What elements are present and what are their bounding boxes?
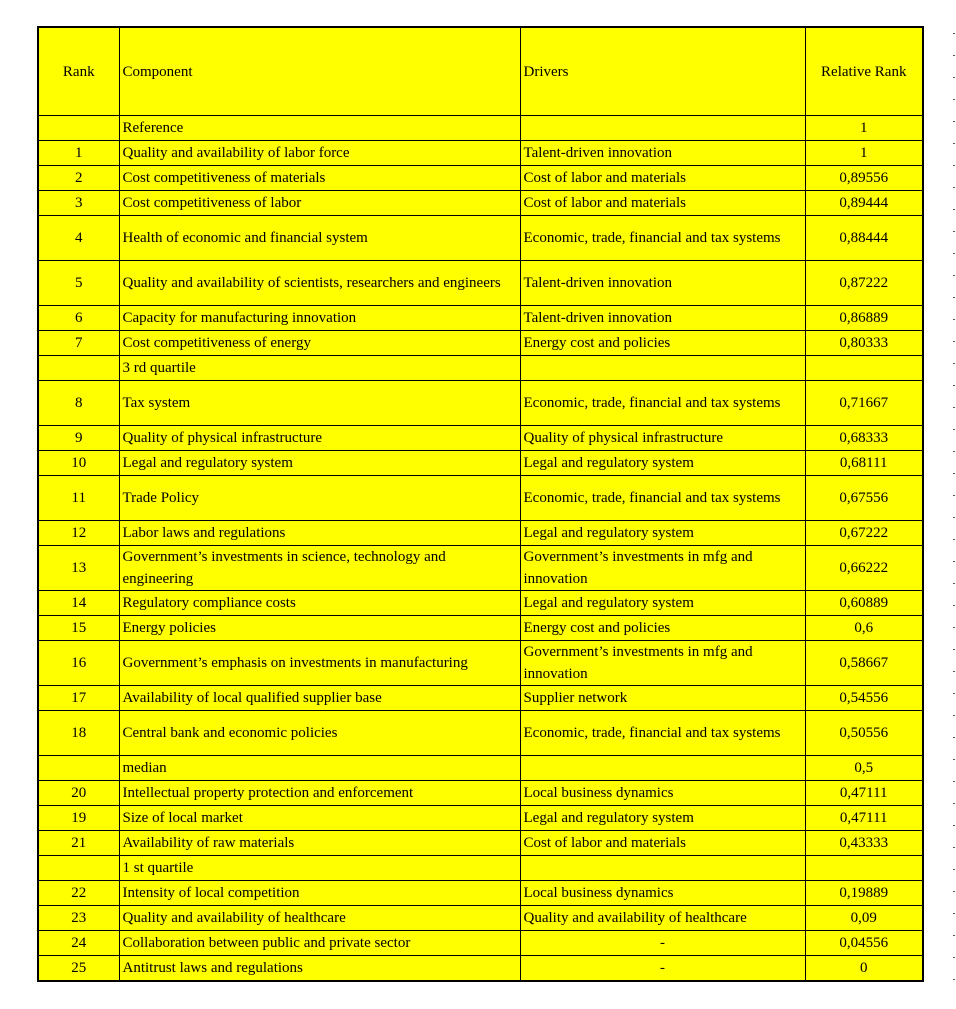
rank-cell: 10	[38, 451, 119, 476]
relative-rank-cell: 0,47111	[805, 806, 923, 831]
table-row	[38, 521, 923, 546]
edge-tick	[953, 231, 955, 232]
header-relative-rank: Relative Rank	[805, 27, 923, 116]
component-cell: Intensity of local competition	[119, 881, 520, 906]
component-cell: Availability of local qualified supplier base	[119, 686, 520, 711]
edge-tick	[953, 495, 955, 496]
table-row	[38, 806, 923, 831]
component-cell: Trade Policy	[119, 476, 520, 521]
rank-cell: 22	[38, 881, 119, 906]
relative-rank-cell: 0,68333	[805, 426, 923, 451]
drivers-cell: -	[520, 956, 805, 982]
edge-tick	[953, 429, 955, 430]
table-row	[38, 856, 923, 881]
table-row	[38, 591, 923, 616]
edge-tick	[953, 605, 955, 606]
table-row	[38, 451, 923, 476]
relative-rank-cell: 0,71667	[805, 381, 923, 426]
drivers-cell	[520, 356, 805, 381]
edge-tick	[953, 275, 955, 276]
edge-tick	[953, 33, 955, 34]
edge-tick	[953, 913, 955, 914]
rank-cell: 7	[38, 331, 119, 356]
rank-cell: 15	[38, 616, 119, 641]
component-cell: Collaboration between public and private sector	[119, 931, 520, 956]
edge-tick	[953, 561, 955, 562]
drivers-cell: Cost of labor and materials	[520, 831, 805, 856]
rank-cell: 20	[38, 781, 119, 806]
table-row	[38, 216, 923, 261]
drivers-cell	[520, 856, 805, 881]
drivers-cell: Legal and regulatory system	[520, 521, 805, 546]
relative-rank-cell	[805, 856, 923, 881]
rank-cell: 23	[38, 906, 119, 931]
rank-cell: 3	[38, 191, 119, 216]
component-cell: Legal and regulatory system	[119, 451, 520, 476]
table-row	[38, 831, 923, 856]
edge-tick	[953, 649, 955, 650]
drivers-cell: Quality and availability of healthcare	[520, 906, 805, 931]
rank-cell: 2	[38, 166, 119, 191]
relative-rank-cell: 0,68111	[805, 451, 923, 476]
drivers-cell: Economic, trade, financial and tax systems	[520, 381, 805, 426]
component-cell: Capacity for manufacturing innovation	[119, 306, 520, 331]
drivers-cell: Talent-driven innovation	[520, 261, 805, 306]
edge-tick	[953, 473, 955, 474]
header-component: Component	[119, 27, 520, 116]
rank-cell: 9	[38, 426, 119, 451]
table-row	[38, 906, 923, 931]
edge-tick	[953, 121, 955, 122]
component-cell: Central bank and economic policies	[119, 711, 520, 756]
component-cell: 1 st quartile	[119, 856, 520, 881]
component-cell: Government’s emphasis on investments in manufacturing	[119, 641, 520, 686]
rank-cell: 21	[38, 831, 119, 856]
edge-tick	[953, 99, 955, 100]
table-row	[38, 546, 923, 591]
relative-rank-cell: 0,19889	[805, 881, 923, 906]
drivers-cell	[520, 116, 805, 141]
table-row	[38, 331, 923, 356]
edge-tick	[953, 825, 955, 826]
rank-cell: 14	[38, 591, 119, 616]
drivers-cell: Energy cost and policies	[520, 616, 805, 641]
drivers-cell: Government’s investments in mfg and innovation	[520, 546, 805, 591]
relative-rank-cell: 0,67222	[805, 521, 923, 546]
table-row	[38, 426, 923, 451]
component-cell: Energy policies	[119, 616, 520, 641]
component-cell: Labor laws and regulations	[119, 521, 520, 546]
edge-tick	[953, 143, 955, 144]
rank-cell: 6	[38, 306, 119, 331]
edge-tick	[953, 187, 955, 188]
rank-cell	[38, 856, 119, 881]
edge-tick	[953, 77, 955, 78]
relative-rank-cell: 0,58667	[805, 641, 923, 686]
component-cell: 3 rd quartile	[119, 356, 520, 381]
edge-tick	[953, 517, 955, 518]
relative-rank-cell: 0,04556	[805, 931, 923, 956]
edge-tick	[953, 781, 955, 782]
edge-tick	[953, 451, 955, 452]
edge-tick	[953, 759, 955, 760]
edge-tick	[953, 209, 955, 210]
component-cell: Cost competitiveness of labor	[119, 191, 520, 216]
drivers-cell: Economic, trade, financial and tax systems	[520, 476, 805, 521]
table-row	[38, 881, 923, 906]
rank-cell: 24	[38, 931, 119, 956]
drivers-cell: Supplier network	[520, 686, 805, 711]
rank-cell	[38, 356, 119, 381]
rank-cell: 1	[38, 141, 119, 166]
edge-tick	[953, 737, 955, 738]
relative-rank-cell: 0,47111	[805, 781, 923, 806]
edge-tick	[953, 341, 955, 342]
table-row	[38, 116, 923, 141]
relative-rank-cell: 0,89444	[805, 191, 923, 216]
drivers-cell: Economic, trade, financial and tax systems	[520, 711, 805, 756]
component-cell: Quality and availability of labor force	[119, 141, 520, 166]
relative-rank-cell: 0,87222	[805, 261, 923, 306]
drivers-cell	[520, 756, 805, 781]
edge-tick	[953, 869, 955, 870]
table-row	[38, 166, 923, 191]
edge-tick	[953, 539, 955, 540]
relative-rank-cell: 0,80333	[805, 331, 923, 356]
drivers-cell: Talent-driven innovation	[520, 141, 805, 166]
edge-tick	[953, 385, 955, 386]
table-row	[38, 356, 923, 381]
rank-cell: 12	[38, 521, 119, 546]
header-row	[38, 27, 923, 116]
component-cell: Quality of physical infrastructure	[119, 426, 520, 451]
component-cell: Tax system	[119, 381, 520, 426]
edge-tick	[953, 715, 955, 716]
edge-tick	[953, 957, 955, 958]
relative-rank-cell: 0,43333	[805, 831, 923, 856]
drivers-cell: Cost of labor and materials	[520, 191, 805, 216]
edge-tick	[953, 583, 955, 584]
relative-rank-cell	[805, 356, 923, 381]
edge-tick	[953, 627, 955, 628]
component-cell: Availability of raw materials	[119, 831, 520, 856]
component-cell: Quality and availability of healthcare	[119, 906, 520, 931]
rank-cell	[38, 116, 119, 141]
component-cell: Reference	[119, 116, 520, 141]
table-body	[38, 116, 923, 982]
component-cell: Size of local market	[119, 806, 520, 831]
relative-rank-cell: 1	[805, 116, 923, 141]
table-row	[38, 191, 923, 216]
table-row	[38, 711, 923, 756]
relative-rank-cell: 1	[805, 141, 923, 166]
relative-rank-cell: 0,09	[805, 906, 923, 931]
component-cell: Intellectual property protection and enforcement	[119, 781, 520, 806]
edge-tick	[953, 407, 955, 408]
edge-tick	[953, 847, 955, 848]
rank-cell: 8	[38, 381, 119, 426]
rank-cell: 11	[38, 476, 119, 521]
drivers-cell: Government’s investments in mfg and innovation	[520, 641, 805, 686]
relative-rank-cell: 0,86889	[805, 306, 923, 331]
edge-tick	[953, 253, 955, 254]
drivers-cell: Legal and regulatory system	[520, 591, 805, 616]
edge-tick	[953, 891, 955, 892]
relative-rank-cell: 0,89556	[805, 166, 923, 191]
drivers-cell: Local business dynamics	[520, 781, 805, 806]
component-cell: Quality and availability of scientists, researchers and engineers	[119, 261, 520, 306]
table-row	[38, 476, 923, 521]
drivers-cell: Legal and regulatory system	[520, 451, 805, 476]
drivers-cell: -	[520, 931, 805, 956]
component-cell: median	[119, 756, 520, 781]
drivers-cell: Economic, trade, financial and tax systems	[520, 216, 805, 261]
header-rank: Rank	[38, 27, 119, 116]
drivers-cell: Cost of labor and materials	[520, 166, 805, 191]
drivers-cell: Local business dynamics	[520, 881, 805, 906]
rank-cell: 19	[38, 806, 119, 831]
edge-tick	[953, 297, 955, 298]
drivers-cell: Talent-driven innovation	[520, 306, 805, 331]
rank-cell: 25	[38, 956, 119, 982]
rank-cell: 13	[38, 546, 119, 591]
table-row	[38, 756, 923, 781]
edge-tick	[953, 671, 955, 672]
edge-tick	[953, 935, 955, 936]
rank-cell	[38, 756, 119, 781]
table-row	[38, 931, 923, 956]
table-row	[38, 956, 923, 982]
rank-cell: 16	[38, 641, 119, 686]
relative-rank-cell: 0,6	[805, 616, 923, 641]
relative-rank-cell: 0,67556	[805, 476, 923, 521]
component-cell: Cost competitiveness of energy	[119, 331, 520, 356]
drivers-cell: Energy cost and policies	[520, 331, 805, 356]
component-cell: Government’s investments in science, technology and engineering	[119, 546, 520, 591]
edge-tick	[953, 319, 955, 320]
table-row	[38, 306, 923, 331]
table-row	[38, 686, 923, 711]
edge-tick	[953, 363, 955, 364]
table-row	[38, 781, 923, 806]
relative-rank-cell: 0,54556	[805, 686, 923, 711]
table-row	[38, 381, 923, 426]
component-cell: Health of economic and financial system	[119, 216, 520, 261]
rank-cell: 4	[38, 216, 119, 261]
edge-tick	[953, 979, 955, 980]
component-cell: Antitrust laws and regulations	[119, 956, 520, 982]
component-cell: Cost competitiveness of materials	[119, 166, 520, 191]
relative-rank-cell: 0	[805, 956, 923, 982]
relative-rank-cell: 0,50556	[805, 711, 923, 756]
drivers-cell: Quality of physical infrastructure	[520, 426, 805, 451]
header-drivers: Drivers	[520, 27, 805, 116]
table-row	[38, 641, 923, 686]
component-cell: Regulatory compliance costs	[119, 591, 520, 616]
rank-cell: 17	[38, 686, 119, 711]
relative-rank-cell: 0,60889	[805, 591, 923, 616]
relative-rank-cell: 0,5	[805, 756, 923, 781]
edge-tick	[953, 55, 955, 56]
table-row	[38, 261, 923, 306]
relative-rank-cell: 0,66222	[805, 546, 923, 591]
edge-tick	[953, 165, 955, 166]
drivers-cell: Legal and regulatory system	[520, 806, 805, 831]
table-row	[38, 141, 923, 166]
rank-cell: 5	[38, 261, 119, 306]
table-row	[38, 616, 923, 641]
edge-tick	[953, 803, 955, 804]
ranking-table	[37, 26, 924, 982]
relative-rank-cell: 0,88444	[805, 216, 923, 261]
rank-cell: 18	[38, 711, 119, 756]
edge-tick	[953, 693, 955, 694]
